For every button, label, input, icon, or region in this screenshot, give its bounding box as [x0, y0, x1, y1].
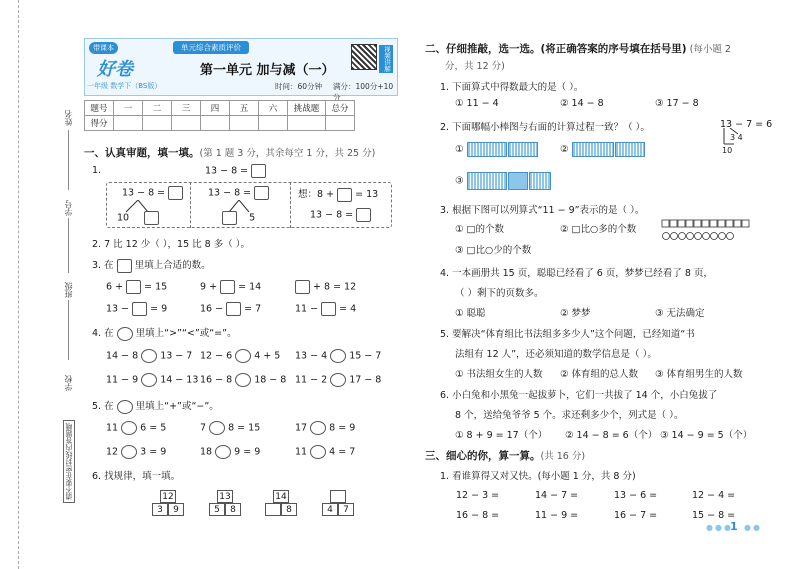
pattern-right: 8	[281, 503, 297, 516]
q5-row2-c	[295, 445, 355, 459]
page-dots-decoration: ●●●	[706, 523, 733, 532]
option-marker: ①	[455, 144, 464, 155]
option-marker: ②	[560, 144, 569, 155]
q1b-equation	[208, 186, 269, 200]
class-label: 班级	[64, 282, 73, 298]
score-cell: 四	[201, 101, 230, 116]
time-limit: 时间：60分钟	[275, 82, 323, 91]
score-input[interactable]	[259, 116, 288, 131]
q1c-line1	[298, 186, 378, 202]
name-label: 姓名	[64, 110, 73, 126]
q3-row1-b	[200, 280, 261, 294]
stick-bundle-icon	[572, 142, 645, 157]
expr: 11	[106, 422, 119, 434]
answer-box[interactable]	[220, 280, 235, 294]
s2-q3-text: 3. 根据下图可以列算式“11 − 9”表示的是（ ）。	[440, 205, 645, 216]
id-label: 学号	[64, 200, 73, 216]
eq-part: + 8 = 12	[313, 281, 357, 293]
q4-row1-a	[106, 349, 192, 363]
name-line	[68, 130, 69, 190]
calc-item[interactable]: 16 − 7 =	[614, 510, 658, 521]
score-cell: 题号	[85, 101, 114, 116]
expr: 12 − 6	[200, 350, 233, 362]
score-cell: 三	[172, 101, 201, 116]
score-cell: 总分	[326, 101, 355, 116]
expr: 3 = 9	[140, 446, 167, 458]
q1b-split	[222, 211, 255, 225]
header-banner	[84, 38, 398, 102]
expr: 6 = 5	[140, 422, 167, 434]
operator-circle[interactable]	[215, 445, 231, 459]
q1a-equation	[122, 186, 183, 200]
q5-row1-b	[200, 421, 260, 435]
eq-part: = 7	[244, 303, 262, 315]
expr: 16 − 8	[200, 374, 233, 386]
s2-q3-opt3[interactable]: ③ □比○少的个数	[455, 245, 532, 256]
s2-q4-opt3[interactable]: ③ 无法确定	[655, 308, 705, 319]
s2-q2-calc-split: 3 4	[730, 133, 743, 142]
expr: 8 = 15	[228, 422, 261, 434]
split-number: 10	[117, 212, 130, 224]
s2-q2-opt2[interactable]	[560, 142, 645, 157]
score-cell: 得分	[85, 116, 114, 131]
s2-q1-opt2[interactable]: ② 14 − 8	[560, 98, 604, 109]
pattern-left: 4	[322, 503, 338, 516]
page-dots-decoration: ●●	[744, 523, 762, 532]
qr-code-icon[interactable]	[351, 44, 377, 70]
pattern-blank[interactable]	[330, 490, 346, 503]
expr: 18	[200, 446, 213, 458]
textbook-badge: 带课本	[89, 42, 118, 54]
circle-symbol-icon	[117, 400, 133, 414]
s2-q2-calc: 13 − 7 = 6	[720, 119, 773, 130]
section1-note: (第 1 题 3 分，其余每空 1 分，共 25 分)	[199, 148, 376, 159]
s2-q6-opt3[interactable]: ③ 14 − 9 = 5（个）	[660, 430, 753, 441]
eq-part: = 14	[238, 281, 262, 293]
s2-q3-opt1[interactable]: ① □的个数	[455, 224, 505, 235]
compare-circle[interactable]	[141, 373, 157, 387]
score-header-row	[85, 101, 355, 116]
score-cell: 二	[143, 101, 172, 116]
score-cell: 一	[114, 101, 143, 116]
eq-part: 11 −	[295, 303, 319, 315]
expr: 7	[200, 422, 207, 434]
expr: 18 − 8	[254, 374, 287, 386]
expr: 17	[295, 422, 308, 434]
s2-q2-opt1[interactable]	[455, 142, 538, 157]
s2-q5-opt2[interactable]: ② 体育组的总人数	[560, 369, 639, 380]
pattern-left: 3	[152, 503, 168, 516]
pattern-top: 12	[160, 490, 176, 503]
s2-q5-text2: 法组有 12 人”，还必须知道的数学信息是（ ）。	[455, 349, 657, 360]
q3-title-b: 里填上合适的数。	[134, 260, 211, 271]
q4-title	[92, 325, 237, 341]
compare-circle[interactable]	[235, 349, 251, 363]
q4-row2-b	[200, 373, 286, 387]
expr: 11	[295, 446, 308, 458]
score-input[interactable]	[288, 116, 326, 131]
q5-title-a: 5. 在	[92, 401, 114, 412]
expr: 8 = 9	[329, 422, 356, 434]
score-input[interactable]	[172, 116, 201, 131]
video-label: 视频讲解	[379, 45, 393, 73]
stick-bundle-icon	[467, 172, 551, 190]
expr: 15 − 7	[349, 350, 382, 362]
compare-circle[interactable]	[330, 373, 346, 387]
expr: 12	[106, 446, 119, 458]
q4-row2-a	[106, 373, 198, 387]
squares-circles-figure	[660, 218, 750, 244]
section1-title: 一、认真审题，填一填。	[84, 147, 200, 159]
operator-circle[interactable]	[310, 445, 326, 459]
pattern-right: 7	[338, 503, 354, 516]
q3-row2-c	[295, 302, 356, 316]
s2-q6-opt1[interactable]: ① 8 + 9 = 17（个）	[455, 430, 548, 441]
s2-q5-text1: 5. 要解决“体育组比书法组多多少人”这个问题，已经知道“书	[440, 329, 695, 340]
expr: 17 − 8	[349, 374, 382, 386]
split-lines-icon	[718, 128, 748, 148]
s2-q4-text2: （ ）剩下的页数多。	[455, 288, 544, 299]
q1a-split	[117, 211, 159, 225]
q4-row1-c	[295, 349, 381, 363]
pattern-right: 8	[225, 503, 241, 516]
expr: 11 − 2	[295, 374, 328, 386]
calc-item[interactable]: 11 − 9 =	[535, 510, 579, 521]
q5-title	[92, 398, 219, 414]
score-input[interactable]	[201, 116, 230, 131]
q5-row2-a	[106, 445, 166, 459]
eq-part: 13 −	[106, 303, 130, 315]
circle-symbol-icon	[117, 327, 133, 341]
section1-heading	[84, 145, 375, 160]
calc-item[interactable]: 12 − 3 =	[456, 490, 500, 501]
pattern-top: 13	[217, 490, 233, 503]
q3-row2-b	[200, 302, 261, 316]
split-number: 5	[249, 212, 256, 224]
school-label: 学校	[64, 375, 73, 391]
s2-q4-text1: 4. 一本画册共 15 页，聪聪已经看了 6 页，梦梦已经看了 8 页，	[440, 268, 713, 279]
score-table	[84, 100, 355, 131]
score-cell: 挑战题	[288, 101, 326, 116]
equation-text: 13 − 8 =	[122, 187, 166, 199]
s2-q6-text1: 6. 小白兔和小黑兔一起拔萝卜，它们一共拔了 14 个，小白兔拔了	[440, 390, 718, 401]
section2-heading	[425, 41, 731, 56]
eq-part: 16 −	[200, 303, 224, 315]
expr: 13 − 4	[295, 350, 328, 362]
s2-q3-opt2[interactable]: ② □比○多的个数	[560, 224, 637, 235]
calc-item[interactable]: 13 − 6 =	[614, 490, 658, 501]
q2-text: 2. 7 比 12 少（ ），15 比 8 多（ ）。	[92, 239, 251, 250]
seal-line	[18, 0, 19, 569]
expr: 9 = 9	[234, 446, 261, 458]
page-title: 第一单元 加与减（一）	[200, 63, 335, 78]
expr: 11 − 9	[106, 374, 139, 386]
score-input[interactable]	[326, 116, 355, 131]
score-value-row	[85, 116, 355, 131]
q4-title-b: 里填上“>”“<”或“=”。	[135, 328, 237, 339]
eq-part: 6 +	[106, 281, 124, 293]
compare-circle[interactable]	[141, 349, 157, 363]
operator-circle[interactable]	[209, 421, 225, 435]
evaluation-tag: 单元综合素质评价	[173, 41, 249, 54]
answer-box[interactable]	[132, 302, 147, 316]
q3-title-a: 3. 在	[92, 260, 114, 271]
s2-q1-text: 1. 下面算式中得数最大的是（ ）。	[440, 82, 584, 93]
seal-notice: 请不要在密封线内答题哦	[63, 420, 75, 503]
section3-note: (共 16 分)	[540, 451, 586, 462]
s2-q2-opt3[interactable]	[455, 172, 551, 190]
pattern-right: 9	[168, 503, 184, 516]
s2-q6-opt2[interactable]: ② 14 − 8 = 6（个）	[565, 430, 658, 441]
brand-logo: 好卷	[97, 59, 133, 80]
q6-title: 6. 找规律，填一填。	[92, 471, 181, 482]
s2-q5-opt1[interactable]: ① 书法组女生的人数	[455, 369, 543, 380]
pattern-left: 5	[209, 503, 225, 516]
q1-number: 1.	[92, 165, 102, 176]
score-input[interactable]	[114, 116, 143, 131]
s2-q2-text: 2. 下面哪幅小棒图与右面的计算过程一致？（ ）。	[440, 122, 650, 133]
s2-q4-opt2[interactable]: ② 梦梦	[560, 308, 591, 319]
id-line	[68, 218, 69, 273]
expr: 14 − 13	[160, 374, 199, 386]
answer-box[interactable]	[337, 188, 352, 202]
eq-part: = 9	[150, 303, 168, 315]
box-symbol-icon	[117, 259, 132, 273]
expr: 4 + 5	[254, 350, 281, 362]
pattern-blank[interactable]	[265, 503, 281, 516]
edition-label: 一年级 数学下（BS版）	[87, 82, 162, 90]
q4-title-a: 4. 在	[92, 328, 114, 339]
divider	[290, 182, 291, 228]
s2-q2-calc-ten: 10	[722, 146, 733, 155]
q4-row2-c	[295, 373, 381, 387]
score-input[interactable]	[143, 116, 172, 131]
equation-text: 13 − 8 =	[310, 209, 354, 221]
score-input[interactable]	[230, 116, 259, 131]
q5-title-b: 里填上“+”或“−”。	[135, 401, 219, 412]
pattern-top: 14	[273, 490, 289, 503]
equation-text: = 13	[355, 189, 379, 200]
s2-q4-opt1[interactable]: ① 聪聪	[455, 308, 486, 319]
score-cell: 五	[230, 101, 259, 116]
section2-note: (每小题 2	[689, 44, 731, 55]
section2-title: 二、仔细推敲，选一选。(将正确答案的序号填在括号里)	[425, 43, 687, 55]
q4-row1-b	[200, 349, 280, 363]
s3-q1-text: 1. 看谁算得又对又快。(每小题 1 分，共 8 分)	[440, 471, 636, 482]
eq-part: 9 +	[200, 281, 218, 293]
eq-part: = 4	[339, 303, 357, 315]
equation-text: 13 − 8 =	[208, 187, 252, 199]
calc-item[interactable]: 12 − 4 =	[692, 490, 736, 501]
q3-row1-c	[295, 280, 356, 294]
section2-note2: 分，共 12 分)	[445, 61, 505, 72]
full-score: 满分：100分+10分	[333, 82, 394, 102]
answer-box[interactable]	[321, 302, 336, 316]
s2-q1-opt3[interactable]: ③ 17 − 8	[655, 98, 699, 109]
answer-box[interactable]	[144, 211, 159, 225]
option-marker: ③	[455, 175, 464, 187]
answer-box[interactable]	[226, 302, 241, 316]
compare-circle[interactable]	[330, 349, 346, 363]
operator-circle[interactable]	[310, 421, 326, 435]
section3-title: 三、细心的你，算一算。	[425, 450, 541, 462]
answer-box[interactable]	[222, 211, 237, 225]
answer-box[interactable]	[356, 208, 371, 222]
s2-q6-text2: 8 个，送给兔爷爷 5 个。求还剩多少个，列式是（ ）。	[455, 410, 684, 421]
calc-item[interactable]: 16 − 8 =	[456, 510, 500, 521]
answer-box[interactable]	[295, 280, 310, 294]
s2-q5-opt3[interactable]: ③ 体育组男生的人数	[655, 369, 743, 380]
score-cell: 六	[259, 101, 288, 116]
q3-title	[92, 257, 211, 273]
q5-row1-c	[295, 421, 355, 435]
expr: 13 − 7	[160, 350, 193, 362]
stick-bundle-icon	[467, 142, 538, 157]
expr: 4 = 7	[329, 446, 356, 458]
expr: 14 − 8	[106, 350, 139, 362]
operator-circle[interactable]	[121, 421, 137, 435]
answer-box[interactable]	[254, 186, 269, 200]
answer-box[interactable]	[168, 186, 183, 200]
page-number: 1	[730, 520, 738, 533]
q5-row2-b	[200, 445, 260, 459]
answer-box[interactable]	[126, 280, 141, 294]
eq-part: = 15	[144, 281, 168, 293]
s2-q1-opt1[interactable]: ① 11 − 4	[455, 98, 499, 109]
q5-row1-a	[106, 421, 166, 435]
class-line	[68, 300, 69, 360]
calc-item[interactable]: 15 − 8 =	[692, 510, 736, 521]
operator-circle[interactable]	[121, 445, 137, 459]
q1c-line2	[310, 208, 371, 222]
equation-text: 13 − 8 =	[205, 165, 249, 177]
equation-text: 想：8 +	[298, 189, 335, 200]
calc-item[interactable]: 14 − 7 =	[535, 490, 579, 501]
q3-row1-a	[106, 280, 167, 294]
q1-top-equation	[205, 164, 266, 178]
section3-heading	[425, 448, 585, 463]
answer-box[interactable]	[251, 164, 266, 178]
compare-circle[interactable]	[235, 373, 251, 387]
q3-row2-a	[106, 302, 167, 316]
divider	[190, 182, 191, 228]
